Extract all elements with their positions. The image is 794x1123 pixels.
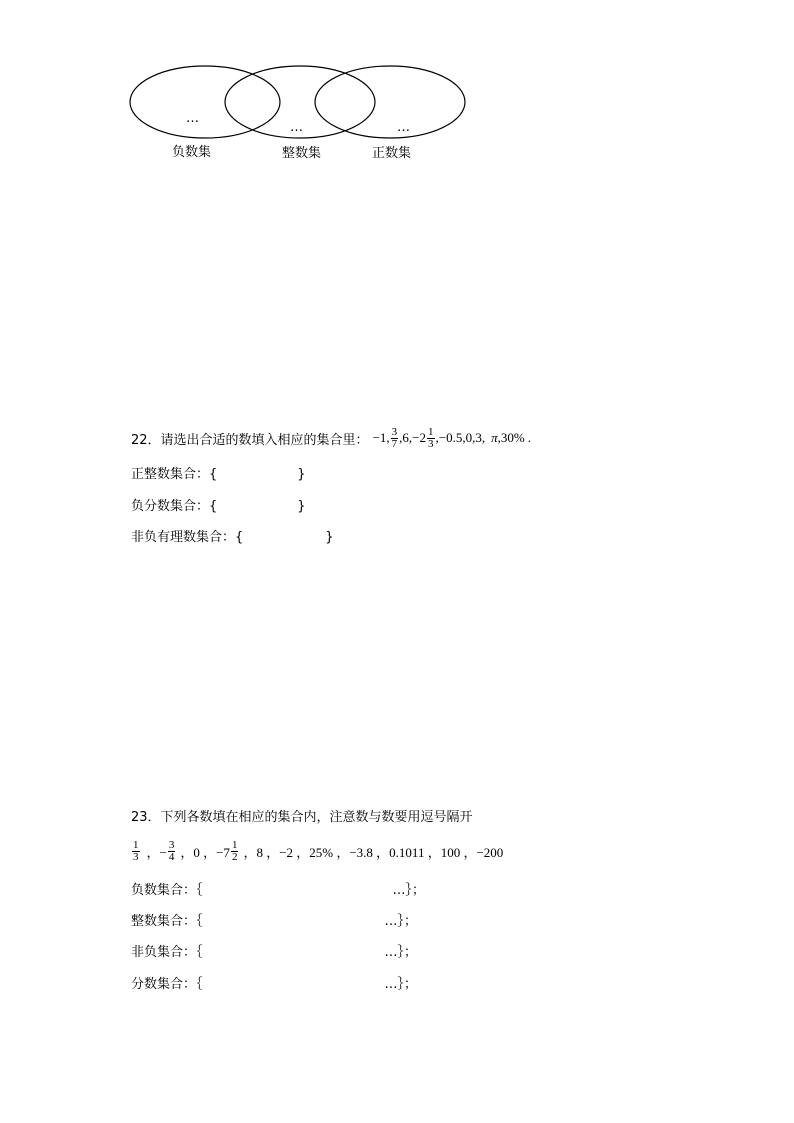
set-end: …｝； [384,977,418,992]
q22-list-a: −1, [372,430,390,445]
fraction-numerator: 3 [168,838,175,851]
q23-set-integers [131,910,417,929]
set-end: …｝； [392,883,426,898]
venn-label-positive: 正数集 [372,146,412,161]
q22-list-d: ,30% [497,430,525,445]
set-end: …｝； [384,945,418,960]
q23-set-negative [131,879,425,898]
q22-list-end: . [527,430,531,445]
q23-number: 23． [131,810,161,825]
q22-list [373,427,531,450]
set-close: } [297,499,306,514]
q23-fraction-1-3 [132,840,140,863]
fraction-denominator: 4 [168,850,175,863]
q22-prompt: 请选出合适的数填入相应的集合里： [160,432,369,448]
q22-set-nonnegative-rationals [131,526,334,545]
set-label: 整数集合：｛ [131,914,203,929]
fraction-numerator: 1 [428,425,434,438]
fraction-denominator: 2 [231,850,238,863]
venn-label-integer: 整数集 [282,146,322,161]
q22-fraction-1-3 [427,427,435,450]
fraction-numerator: 3 [391,425,398,438]
set-label: 负分数集合：{ [131,499,218,514]
set-label: 负数集合：｛ [131,883,203,898]
fraction-numerator: 1 [133,838,139,851]
q22-stem [131,424,531,452]
fraction-denominator: 3 [133,850,139,863]
q23-sep-2: ，0 ，−7 [180,844,230,860]
fraction-denominator: 3 [428,437,434,450]
venn-dots-integer: … [290,120,303,135]
venn-dots-positive: … [397,120,410,135]
negative-set-ellipse [130,66,280,138]
set-label: 正整数集合：{ [131,467,218,482]
q23-prompt: 下列各数填在相应的集合内，注意数与数要用逗号隔开 [160,810,473,825]
venn-label-negative: 负数集 [172,145,212,160]
q23-fraction-3-4 [168,840,176,863]
q23-rest: ，8 ，−2 ，25% ，−3.8 ，0.1011 ，100 ，−200 [243,844,504,860]
set-label: 非负有理数集合：{ [131,530,244,545]
q23-set-fractions [131,973,417,992]
q22-set-positive-integers [131,463,306,482]
q23-set-nonnegative [131,941,417,960]
set-close: } [297,467,306,482]
fraction-numerator: 1 [231,838,238,851]
positive-set-ellipse [315,66,465,138]
q22-fraction-3-7 [391,427,399,450]
fraction-denominator: 7 [391,437,398,450]
venn-diagram [120,58,480,168]
q22-pi: π [491,430,498,445]
q23-stem [131,806,473,825]
set-end: …｝； [384,914,418,929]
q22-number: 22． [131,432,161,448]
q22-mixed-whole: 2 [419,430,426,445]
set-label: 非负集合：｛ [131,945,203,960]
q23-fraction-1-2 [231,840,239,863]
q23-numbers [131,834,503,868]
q22-set-negative-fractions [131,495,306,514]
venn-dots-negative: … [186,111,199,126]
q22-list-b: ,6,− [399,430,420,445]
q23-sep-1: ，− [146,844,167,860]
set-close: } [325,530,334,545]
q22-list-c: ,−0.5,0,3, [435,430,486,445]
set-label: 分数集合：｛ [131,977,203,992]
